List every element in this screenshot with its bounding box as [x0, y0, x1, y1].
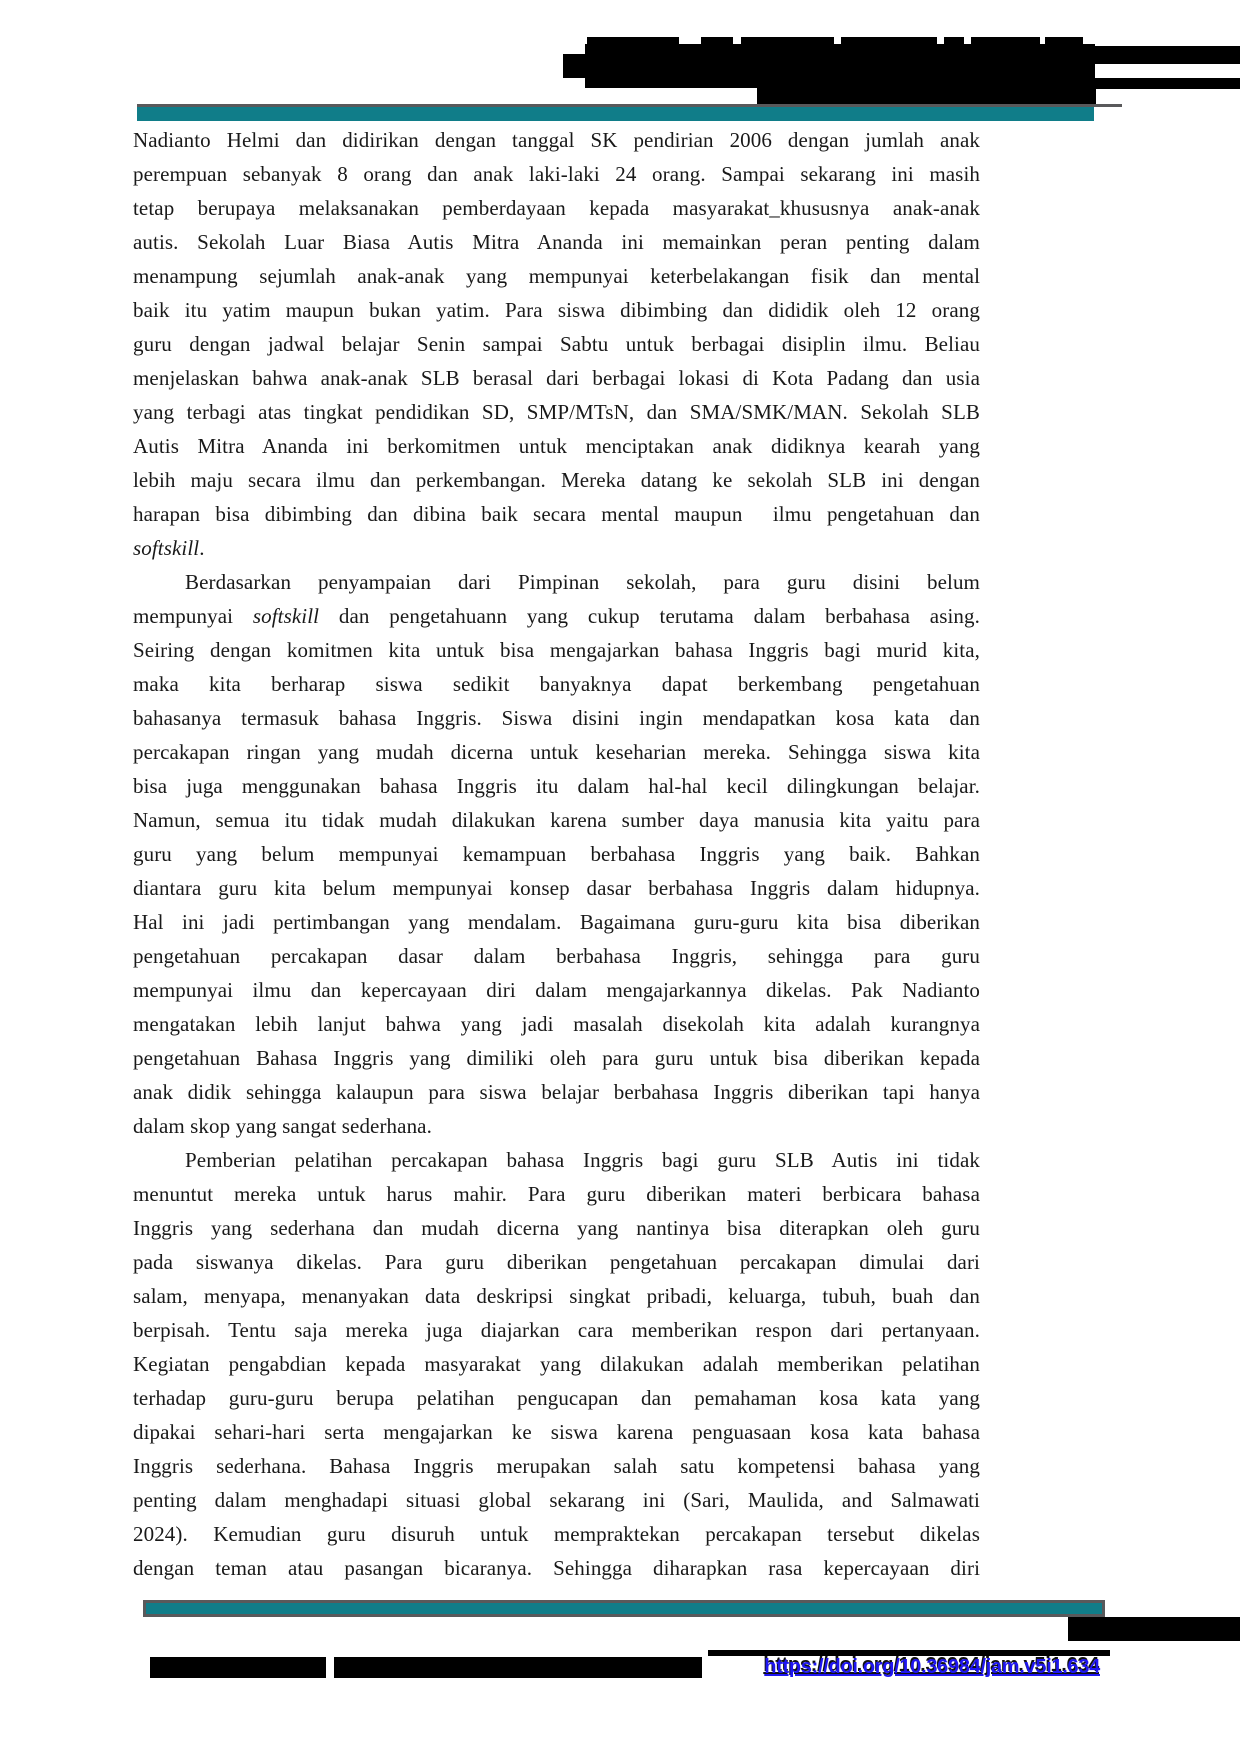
body-text-line: Namun, semua itu tidak mudah dilakukan karena sumber daya manusia kita yaitu para	[133, 808, 980, 832]
body-text-line: berpisah. Tentu saja mereka juga diajarkan cara memberikan respon dari pertanyaan.	[133, 1318, 980, 1342]
body-text-line: mengatakan lebih lanjut bahwa yang jadi masalah disekolah kita adalah kurangnya	[133, 1012, 980, 1036]
body-text-line: mempunyai softskill dan pengetahuann yang cukup terutama dalam berbahasa asing.	[133, 604, 980, 628]
body-text-line: dengan teman atau pasangan bicaranya. Sehingga diharapkan rasa kepercayaan diri	[133, 1556, 980, 1580]
body-text-line: mempunyai ilmu dan kepercayaan diri dalam mengajarkannya dikelas. Pak Nadianto	[133, 978, 980, 1002]
body-text-line: diantara guru kita belum mempunyai konsep dasar berbahasa Inggris dalam hidupnya.	[133, 876, 980, 900]
body-text-line: guru yang belum mempunyai kemampuan berbahasa Inggris yang baik. Bahkan	[133, 842, 980, 866]
redacted-page-number	[1068, 1617, 1240, 1641]
body-text-line: salam, menyapa, menanyakan data deskripsi singkat pribadi, keluarga, tubuh, buah dan	[133, 1284, 980, 1308]
body-text-line: lebih maju secara ilmu dan perkembangan. Mereka datang ke sekolah SLB ini dengan	[133, 468, 980, 492]
redaction-block	[563, 54, 585, 78]
doi-link[interactable]: https://doi.org/10.36984/jam.v5i1.634	[764, 1656, 1100, 1678]
body-text-line: Hal ini jadi pertimbangan yang mendalam. Bagaimana guru-guru kita bisa diberikan	[133, 910, 980, 934]
body-text-line: harapan bisa dibimbing dan dibina baik secara mental maupun ilmu pengetahuan dan	[133, 502, 980, 526]
body-text-line: percakapan ringan yang mudah dicerna untuk keseharian mereka. Sehingga siswa kita	[133, 740, 980, 764]
body-text-line: softskill.	[133, 536, 205, 560]
body-text-line: dalam skop yang sangat sederhana.	[133, 1114, 432, 1138]
redaction-block	[585, 44, 1095, 88]
body-text-line: pengetahuan Bahasa Inggris yang dimiliki oleh para guru untuk bisa diberikan kepada	[133, 1046, 980, 1070]
redaction-block	[1095, 46, 1240, 64]
body-text-line: Pemberian pelatihan percakapan bahasa Inggris bagi guru SLB Autis ini tidak	[185, 1148, 980, 1172]
redacted-citation-line	[150, 1657, 326, 1678]
body-text-line: Nadianto Helmi dan didirikan dengan tanggal SK pendirian 2006 dengan jumlah anak	[133, 128, 980, 152]
body-text-line: dipakai sehari-hari serta mengajarkan ke siswa karena penguasaan kosa kata bahasa	[133, 1420, 980, 1444]
header-rule	[137, 107, 1094, 121]
redaction-block	[1095, 78, 1240, 89]
body-text-line: penting dalam menghadapi situasi global sekarang ini (Sari, Maulida, and Salmawati	[133, 1488, 980, 1512]
redaction-block	[757, 88, 1096, 104]
body-text-line: perempuan sebanyak 8 orang dan anak laki-laki 24 orang. Sampai sekarang ini masih	[133, 162, 980, 186]
body-text-line: 2024). Kemudian guru disuruh untuk mempraktekan percakapan tersebut dikelas	[133, 1522, 980, 1546]
article-body	[133, 123, 980, 1585]
body-text-line: Autis Mitra Ananda ini berkomitmen untuk menciptakan anak didiknya kearah yang	[133, 434, 980, 458]
body-text-line: guru dengan jadwal belajar Senin sampai Sabtu untuk berbagai disiplin ilmu. Beliau	[133, 332, 980, 356]
body-text-line: Kegiatan pengabdian kepada masyarakat yang dilakukan adalah memberikan pelatihan	[133, 1352, 980, 1376]
body-text-line: Berdasarkan penyampaian dari Pimpinan sekolah, para guru disini belum	[185, 570, 980, 594]
body-text-line: Inggris sederhana. Bahasa Inggris merupakan salah satu kompetensi bahasa yang	[133, 1454, 980, 1478]
body-text-line: menuntut mereka untuk harus mahir. Para guru diberikan materi berbicara bahasa	[133, 1182, 980, 1206]
body-text-line: autis. Sekolah Luar Biasa Autis Mitra Ananda ini memainkan peran penting dalam	[133, 230, 980, 254]
body-text-line: yang terbagi atas tingkat pendidikan SD, SMP/MTsN, dan SMA/SMK/MAN. Sekolah SLB	[133, 400, 980, 424]
body-text-line: Seiring dengan komitmen kita untuk bisa mengajarkan bahasa Inggris bagi murid kita,	[133, 638, 980, 662]
body-text-line: bahasanya termasuk bahasa Inggris. Siswa disini ingin mendapatkan kosa kata dan	[133, 706, 980, 730]
body-text-line: terhadap guru-guru berupa pelatihan pengucapan dan pemahaman kosa kata yang	[133, 1386, 980, 1410]
body-text-line: pengetahuan percakapan dasar dalam berbahasa Inggris, sehingga para guru	[133, 944, 980, 968]
body-text-line: tetap berupaya melaksanakan pemberdayaan kepada masyarakat_khususnya anak-anak	[133, 196, 980, 220]
redacted-citation-line	[334, 1657, 702, 1678]
body-text-line: maka kita berharap siswa sedikit banyaknya dapat berkembang pengetahuan	[133, 672, 980, 696]
footer-rule	[143, 1600, 1105, 1617]
body-text-line: baik itu yatim maupun bukan yatim. Para siswa dibimbing dan dididik oleh 12 orang	[133, 298, 980, 322]
body-text-line: pada siswanya dikelas. Para guru diberikan pengetahuan percakapan dimulai dari	[133, 1250, 980, 1274]
body-text-line: menjelaskan bahwa anak-anak SLB berasal dari berbagai lokasi di Kota Padang dan usia	[133, 366, 980, 390]
body-text-line: bisa juga menggunakan bahasa Inggris itu dalam hal-hal kecil dilingkungan belajar.	[133, 774, 980, 798]
body-text-line: menampung sejumlah anak-anak yang mempunyai keterbelakangan fisik dan mental	[133, 264, 980, 288]
body-text-line: Inggris yang sederhana dan mudah dicerna yang nantinya bisa diterapkan oleh guru	[133, 1216, 980, 1240]
body-text-line: anak didik sehingga kalaupun para siswa belajar berbahasa Inggris diberikan tapi hanya	[133, 1080, 980, 1104]
